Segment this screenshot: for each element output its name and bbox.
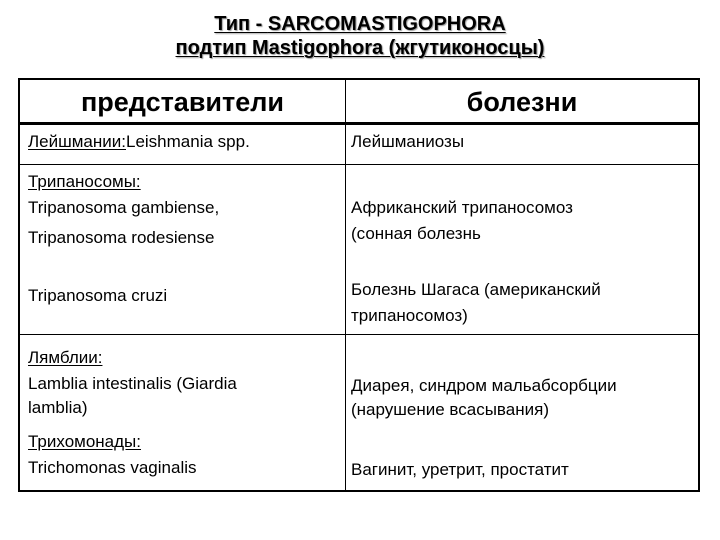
species-name: lamblia): [28, 398, 88, 417]
column-header-representatives: представители: [80, 87, 285, 117]
taxonomy-table: [18, 78, 700, 492]
species-name: Tripanosoma gambiense,: [28, 198, 220, 217]
disease-name: (сонная болезнь: [351, 224, 481, 243]
header-divider: [20, 122, 698, 125]
disease-name: трипаносомоз): [351, 306, 468, 325]
disease-name: Африканский трипаносомоз: [351, 198, 573, 217]
group-label: Трипаносомы:: [28, 172, 141, 191]
group-label: Трихомонады:: [28, 432, 141, 451]
row-divider: [20, 164, 698, 165]
group-label: Лейшмании:: [28, 132, 126, 151]
table-cell-disease: Лейшманиозы: [351, 132, 465, 151]
disease-name: Вагинит, уретрит, простатит: [351, 460, 569, 479]
species-name: Trichomonas vaginalis: [28, 458, 197, 477]
column-header-diseases: болезни: [466, 87, 578, 117]
subtype-title: [0, 36, 720, 60]
column-divider: [345, 80, 346, 490]
species-name: Lamblia intestinalis (Giardia: [28, 374, 237, 393]
disease-name: Диарея, синдром мальабсорбции: [351, 376, 617, 395]
subtype-text: подтип Mastigophora (жгутиконосцы): [175, 37, 545, 59]
group-label: Лямблии:: [28, 348, 103, 367]
table-cell-species: [28, 128, 250, 156]
type-name: SARCOMASTIGOPHORA: [267, 13, 506, 35]
disease-name: Болезнь Шагаса (американский: [351, 280, 601, 299]
species-name: Tripanosoma rodesiense: [28, 228, 215, 247]
type-prefix: Тип -: [214, 13, 268, 35]
disease-name: (нарушение всасывания): [351, 400, 549, 419]
species-name: Tripanosoma cruzi: [28, 286, 168, 305]
species-name: Leishmania spp.: [126, 132, 250, 151]
row-divider: [20, 334, 698, 335]
type-title: [0, 12, 720, 36]
